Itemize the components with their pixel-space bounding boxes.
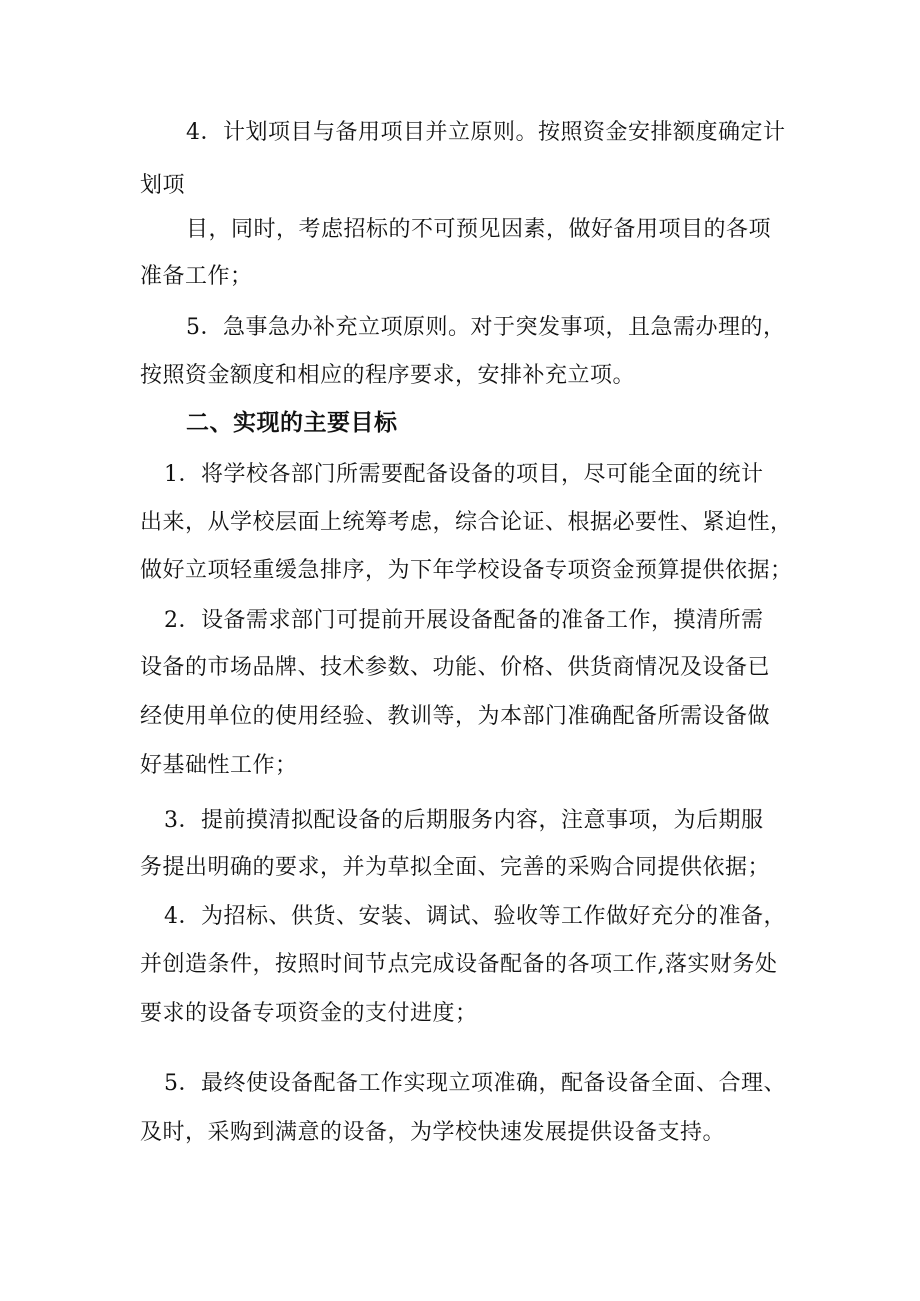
goal-2-line-4: 好基础性工作；: [140, 753, 298, 778]
goal-2-line-1: 2．设备需求部门可提前开展设备配备的准备工作，摸清所需: [164, 608, 764, 633]
paragraph-4-line-3: 目，同时，考虑招标的不可预见因素，做好备用项目的各项: [186, 217, 772, 242]
paragraph-4-line-4: 准备工作；: [140, 264, 253, 289]
goal-1-line-3: 做好立项轻重缓急排序，为下年学校设备专项资金预算提供依据；: [140, 558, 793, 583]
goal-2-line-3: 经使用单位的使用经验、教训等，为本部门准确配备所需设备做: [140, 704, 771, 729]
goal-3-line-1: 3．提前摸清拟配设备的后期服务内容，注意事项，为后期服: [164, 808, 764, 833]
paragraph-5-line-1: 5．急事急办补充立项原则。对于突发事项，且急需办理的，: [186, 315, 786, 340]
goal-5-line-2: 及时，采购到满意的设备，为学校快速发展提供设备支持。: [140, 1120, 726, 1145]
paragraph-4-line-1: 4．计划项目与备用项目并立原则。按照资金安排额度确定计: [186, 120, 786, 145]
goal-4-line-3: 要求的设备专项资金的支付进度；: [140, 1001, 478, 1026]
goal-5-line-1: 5．最终使设备配备工作实现立项准确，配备设备全面、合理、: [164, 1071, 786, 1096]
section-heading: 二、实现的主要目标: [186, 410, 398, 436]
paragraph-5-line-2: 按照资金额度和相应的程序要求，安排补充立项。: [140, 363, 636, 388]
goal-4-line-2: 并创造条件，按照时间节点完成设备配备的各项工作,落实财务处: [140, 952, 778, 977]
goal-1-line-2: 出来，从学校层面上统筹考虑，综合论证、根据必要性、紧迫性，: [140, 510, 793, 535]
goal-1-line-1: 1．将学校各部门所需要配备设备的项目，尽可能全面的统计: [164, 462, 764, 487]
goal-4-line-1: 4．为招标、供货、安装、调试、验收等工作做好充分的准备，: [164, 904, 786, 929]
goal-3-line-2: 务提出明确的要求，并为草拟全面、完善的采购合同提供依据；: [140, 855, 771, 880]
goal-2-line-2: 设备的市场品牌、技术参数、功能、价格、供货商情况及设备已: [140, 655, 771, 680]
paragraph-4-line-2: 划项: [140, 173, 186, 198]
